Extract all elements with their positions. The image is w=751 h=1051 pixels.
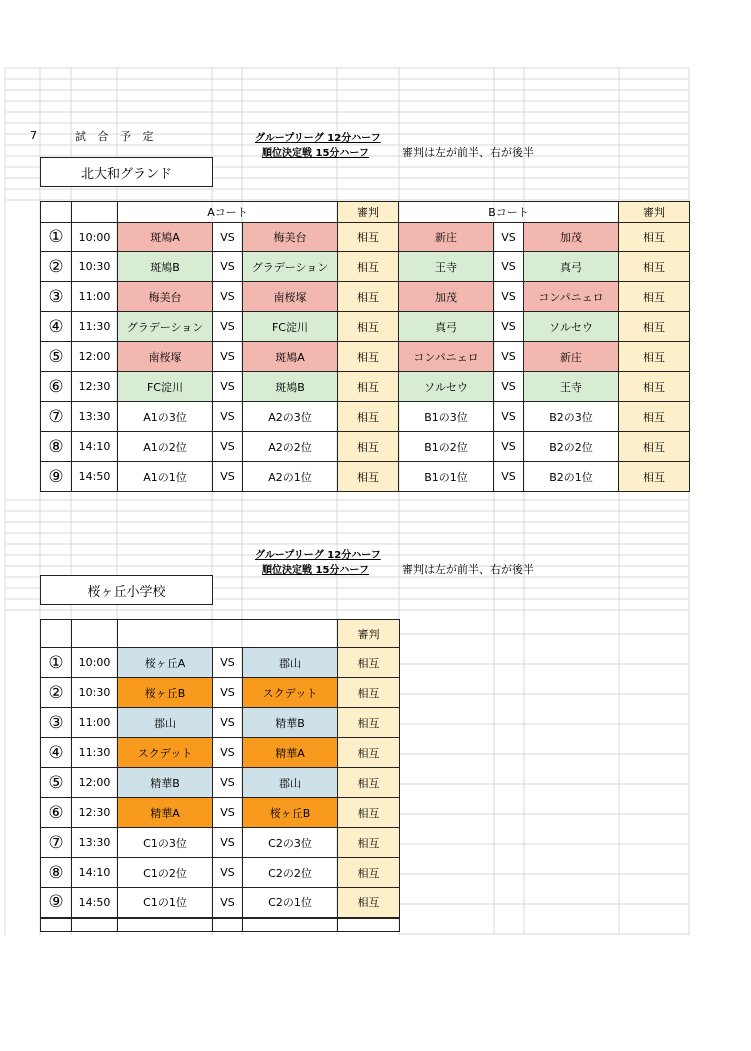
rank-match-note-2: 順位決定戦 15分ハーフ [262,565,369,576]
match-time: 10:00 [72,648,118,678]
vs-label: VS [213,282,243,312]
match-row [41,372,690,402]
empty-cell [213,918,243,932]
vs-label: VS [213,252,243,282]
match-time: 11:00 [72,708,118,738]
match-number: ⑧ [41,432,72,462]
match-number: ⑦ [41,402,72,432]
team-2: C2の3位 [243,828,338,858]
team-1: C1の2位 [118,858,213,888]
court-b-team-1: 真弓 [399,312,494,342]
court-a-team-2: 南桜塚 [243,282,338,312]
match-number: ④ [41,312,72,342]
referee-header: 審判 [338,202,399,223]
referee: 相互 [338,888,400,918]
match-time: 11:30 [72,738,118,768]
court-b-team-1: コンパニェロ [399,342,494,372]
match-number: ③ [41,708,72,738]
court-b-team-2: 真弓 [524,252,619,282]
team-2: C2の1位 [243,888,338,918]
empty-row [41,918,400,932]
vs-label: VS [213,708,243,738]
page-number: 7 [30,129,37,142]
court-a-team-1: 斑鳩A [118,223,213,252]
court-b-referee: 相互 [619,372,690,402]
referee-header: 審判 [619,202,690,223]
group-league-note: グループリーグ 12分ハーフ [255,133,381,144]
match-time: 13:30 [72,828,118,858]
court-a-referee: 相互 [338,223,399,252]
rank-match-note: 順位決定戦 15分ハーフ [262,148,369,159]
empty-cell [338,918,400,932]
referee: 相互 [338,768,400,798]
team-2: 郡山 [243,648,338,678]
header-blank [72,202,118,223]
court-b-team-2: B2の1位 [524,462,619,492]
match-time: 10:30 [72,252,118,282]
team-2: 精華B [243,708,338,738]
match-row [41,648,400,678]
schedule-table-sakuragaoka [40,619,400,932]
court-b-referee: 相互 [619,312,690,342]
team-1: 桜ヶ丘B [118,678,213,708]
match-row [41,402,690,432]
match-row [41,768,400,798]
match-time: 14:50 [72,462,118,492]
court-a-referee: 相互 [338,402,399,432]
match-time: 12:30 [72,798,118,828]
court-a-referee: 相互 [338,252,399,282]
court-b-team-1: ソルセウ [399,372,494,402]
vs-label: VS [213,828,243,858]
vs-label: VS [213,312,243,342]
team-2: C2の2位 [243,858,338,888]
match-number: ① [41,223,72,252]
match-time: 10:00 [72,223,118,252]
court-b-referee: 相互 [619,252,690,282]
team-2: スクデット [243,678,338,708]
match-number: ⑥ [41,798,72,828]
vs-label: VS [213,432,243,462]
court-a-header: Aコート [118,202,338,223]
court-a-team-2: FC淀川 [243,312,338,342]
team-2: 精華A [243,738,338,768]
court-a-team-1: A1の3位 [118,402,213,432]
court-a-team-2: グラデーション [243,252,338,282]
match-number: ⑦ [41,828,72,858]
match-row [41,223,690,252]
team-2: 桜ヶ丘B [243,798,338,828]
match-time: 14:50 [72,888,118,918]
vs-label: VS [213,858,243,888]
match-row [41,432,690,462]
court-b-team-2: B2の2位 [524,432,619,462]
court-b-referee: 相互 [619,402,690,432]
match-row [41,462,690,492]
match-number: ② [41,678,72,708]
match-row [41,678,400,708]
match-row [41,858,400,888]
court-b-referee: 相互 [619,432,690,462]
court-b-team-1: B1の2位 [399,432,494,462]
court-a-team-1: FC淀川 [118,372,213,402]
vs-label: VS [213,738,243,768]
court-a-team-1: 斑鳩B [118,252,213,282]
header-blank [118,620,338,648]
header-blank [72,620,118,648]
vs-label: VS [213,342,243,372]
referee: 相互 [338,648,400,678]
empty-cell [72,918,118,932]
court-a-referee: 相互 [338,462,399,492]
court-a-referee: 相互 [338,372,399,402]
match-time: 11:00 [72,282,118,312]
match-time: 12:00 [72,768,118,798]
referee: 相互 [338,678,400,708]
match-number: ② [41,252,72,282]
referee-header: 審判 [338,620,400,648]
vs-label: VS [494,462,524,492]
court-a-team-2: A2の2位 [243,432,338,462]
court-b-team-1: 加茂 [399,282,494,312]
court-b-team-1: 新庄 [399,223,494,252]
court-a-referee: 相互 [338,432,399,462]
referee-note-2: 審判は左が前半、右が後半 [402,563,534,576]
match-time: 11:30 [72,312,118,342]
match-number: ① [41,648,72,678]
court-a-team-2: A2の3位 [243,402,338,432]
venue-label-2: 桜ヶ丘小学校 [40,575,213,605]
empty-cell [243,918,338,932]
schedule-title: 試 合 予 定 [75,130,158,143]
vs-label: VS [213,888,243,918]
empty-cell [41,918,72,932]
vs-label: VS [494,432,524,462]
match-number: ⑨ [41,888,72,918]
header-blank [41,202,72,223]
match-time: 12:30 [72,372,118,402]
match-row [41,282,690,312]
vs-label: VS [494,342,524,372]
court-b-team-2: 加茂 [524,223,619,252]
venue-label: 北大和グランド [40,157,213,187]
vs-label: VS [213,648,243,678]
court-a-team-2: 斑鳩A [243,342,338,372]
match-row [41,828,400,858]
match-row [41,342,690,372]
team-1: 桜ヶ丘A [118,648,213,678]
match-time: 14:10 [72,858,118,888]
court-b-referee: 相互 [619,223,690,252]
referee: 相互 [338,828,400,858]
header-blank [41,620,72,648]
team-1: 精華B [118,768,213,798]
court-a-team-1: グラデーション [118,312,213,342]
court-a-referee: 相互 [338,282,399,312]
match-number: ④ [41,738,72,768]
match-row [41,708,400,738]
vs-label: VS [213,678,243,708]
vs-label: VS [213,372,243,402]
match-time: 12:00 [72,342,118,372]
court-a-team-1: A1の2位 [118,432,213,462]
match-row [41,312,690,342]
referee: 相互 [338,858,400,888]
vs-label: VS [213,402,243,432]
vs-label: VS [213,462,243,492]
team-1: C1の3位 [118,828,213,858]
court-b-referee: 相互 [619,462,690,492]
referee: 相互 [338,738,400,768]
team-1: 精華A [118,798,213,828]
court-a-team-1: 梅美台 [118,282,213,312]
match-number: ⑤ [41,342,72,372]
match-time: 14:10 [72,432,118,462]
team-2: 郡山 [243,768,338,798]
court-a-team-2: A2の1位 [243,462,338,492]
team-1: C1の1位 [118,888,213,918]
match-row [41,798,400,828]
match-number: ⑤ [41,768,72,798]
court-b-team-2: 新庄 [524,342,619,372]
match-row [41,888,400,918]
court-b-header: Bコート [399,202,619,223]
court-b-team-2: B2の3位 [524,402,619,432]
court-b-referee: 相互 [619,342,690,372]
vs-label: VS [494,402,524,432]
court-b-team-2: ソルセウ [524,312,619,342]
court-b-team-2: コンパニェロ [524,282,619,312]
vs-label: VS [494,252,524,282]
court-b-team-1: 王寺 [399,252,494,282]
match-number: ⑨ [41,462,72,492]
empty-cell [118,918,213,932]
court-a-team-2: 斑鳩B [243,372,338,402]
team-1: スクデット [118,738,213,768]
vs-label: VS [213,223,243,252]
court-a-referee: 相互 [338,342,399,372]
match-time: 10:30 [72,678,118,708]
court-a-team-1: 南桜塚 [118,342,213,372]
referee-note: 審判は左が前半、右が後半 [402,146,534,159]
court-a-team-1: A1の1位 [118,462,213,492]
match-number: ③ [41,282,72,312]
vs-label: VS [494,282,524,312]
vs-label: VS [213,768,243,798]
match-number: ⑥ [41,372,72,402]
match-number: ⑧ [41,858,72,888]
schedule-table-kitayamato [40,201,690,492]
court-a-referee: 相互 [338,312,399,342]
vs-label: VS [213,798,243,828]
court-b-team-2: 王寺 [524,372,619,402]
match-row [41,252,690,282]
court-b-referee: 相互 [619,282,690,312]
group-league-note-2: グループリーグ 12分ハーフ [255,550,381,561]
vs-label: VS [494,372,524,402]
referee: 相互 [338,708,400,738]
vs-label: VS [494,312,524,342]
team-1: 郡山 [118,708,213,738]
court-b-team-1: B1の3位 [399,402,494,432]
vs-label: VS [494,223,524,252]
court-b-team-1: B1の1位 [399,462,494,492]
match-time: 13:30 [72,402,118,432]
match-row [41,738,400,768]
referee: 相互 [338,798,400,828]
court-a-team-2: 梅美台 [243,223,338,252]
